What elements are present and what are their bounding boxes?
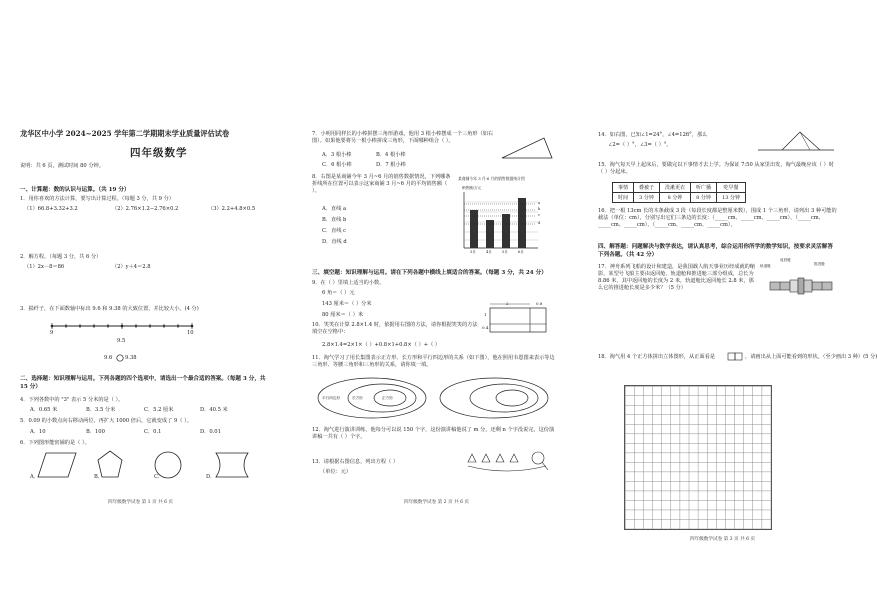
compare-circle-icon xyxy=(116,354,124,362)
q1-text: 1．用你喜欢的方法计算，要写出计算过程。（每题 3 分，共 9 分） xyxy=(20,196,174,202)
section2-heading: 二、选择题：知识理解与运用。下列各题的四个选项中，请选出一个最合适的答案。（每题 3 分，共 15 分） xyxy=(20,376,266,390)
q1-item-3: （3）2.2+4.8×0.5 xyxy=(208,206,256,212)
q13-figure xyxy=(466,450,556,476)
page2-footer: 四年级数学试卷 第 2 页 共 6 页 xyxy=(404,500,470,505)
page1-footer: 四年级数学试卷 第 1 页 共 6 页 xyxy=(108,500,174,505)
drawing-grid[interactable] xyxy=(624,385,772,530)
compare-right: 9.38 xyxy=(125,355,137,361)
q5-option-c: C．0.1 xyxy=(144,429,162,435)
q6-option-d: D． xyxy=(206,474,216,480)
q1-item-2: （2）2.76×1.2−2.76×0.2 xyxy=(112,206,179,212)
q5-option-b: B．100 xyxy=(86,429,105,435)
q9-item-1: 6 角＝（ ）元 xyxy=(322,290,355,296)
line-label-c: c xyxy=(538,213,541,217)
bar-may xyxy=(502,214,510,248)
axis-right-label: 10 xyxy=(187,330,194,336)
q4-option-d: D．40.5 米 xyxy=(200,407,228,413)
q13-unit: （单位：元） xyxy=(320,469,352,475)
q3-text: 3．损纤子，在下面数轴中标出 9.6 和 9.38 的大致位置，并比较大小。(4 分) xyxy=(20,306,199,312)
q11-text: 11．淘气学习了用长集图表示正方形、长方形和平行四边形的关系（如下图），他在照用韦恩图来表示等边三角形、等腰三角形和三角形的关系，请你填一填。 xyxy=(312,355,555,368)
q2-item-1: （1）2x－8＝86 xyxy=(24,264,65,270)
line-label-b: b xyxy=(538,207,541,211)
q7-option-b: B．4 根小棒 xyxy=(376,152,406,158)
q7-option-a: A．3 根小棒 xyxy=(322,152,352,158)
page3-footer: 四年级数学试卷 第 3 页 共 6 页 xyxy=(690,537,756,542)
q2-text: 2．解方程。（每题 3 分，共 6 分） xyxy=(20,254,102,260)
compare-left: 9.6 xyxy=(104,355,113,361)
fig-left2-label: 0.4 xyxy=(482,325,489,330)
q5-option-a: A．10 xyxy=(30,429,46,435)
cat-june: 6月 xyxy=(518,250,524,254)
q4-option-a: A．0.65 米 xyxy=(30,407,58,413)
img-label-return: 返回舱 xyxy=(780,258,791,262)
bar-june xyxy=(518,198,526,248)
section4-heading: 四、解答题：问题解决与数学表达，请认真思考，综合运用你所学的数学知识，按要求灵活解答下列各题。（共 42 分） xyxy=(598,244,833,258)
q4-option-b: B．3.5 分米 xyxy=(86,407,116,413)
axis-mid-label: 9.5 xyxy=(117,338,126,344)
table-cell: 听广播 xyxy=(691,183,717,193)
q17-text: 17．神舟系列飞船的设计和建造，是我国载人航天事业历经成就的缩影，某型号飞船主要由返回舱、轨道舱和推进舱三部分组成，总长为 8.86 米，其中返回舱的长度为 2 米，轨道舱比返回舱长 2.8 米，那么它的推进舱长度是多少米？（5 分） xyxy=(598,264,756,291)
line-label-a: a xyxy=(538,201,541,205)
q8-option-a: A．直线 a xyxy=(322,206,347,212)
table-cell: 3 分钟 xyxy=(634,193,660,203)
concave-shape xyxy=(216,453,248,477)
fig-left-label: 1 xyxy=(484,312,487,317)
grade-title: 四年级数学 xyxy=(130,147,188,159)
table-cell: 8 分钟 xyxy=(660,193,691,203)
q13-text: 13．请根据右图信息，列出方程（ ） xyxy=(312,459,399,465)
img-label-orbital: 轨道舱 xyxy=(760,264,771,268)
q6-option-b: B． xyxy=(94,474,103,480)
q1-item-1: （1）66.8+3.32+3.2 xyxy=(24,206,78,212)
spacecraft-image xyxy=(766,262,836,312)
img-label-propulsion: 推进舱 xyxy=(814,262,825,266)
q6-text: 6．下列图形能密铺的是（ ）。 xyxy=(20,440,90,446)
q10-text: 10．笑笑在计算 2.8×1.4 时，依据用右图的方法，请你根据笑笑的方法填空在空格中： xyxy=(312,322,478,335)
q7-text: 7．小明用同样长的小棒拼摆三角形游戏，他用 3 根小棒摆成一个三角形（如右图）。如果他要将另一根小棒拼成三角形，下面哪种组合（ ）。 xyxy=(312,131,494,144)
q7-option-d: D．7 根小棒 xyxy=(376,162,406,168)
q6-option-a: A． xyxy=(30,474,39,480)
line-label-d: d xyxy=(538,221,541,225)
venn-inner-label: 正方形 xyxy=(382,396,393,400)
parallelogram-shape xyxy=(38,453,76,477)
q9-text: 9．在（ ）里填上适当的小数。 xyxy=(312,280,385,286)
q5-text: 5．0.09 的小数点向右移动两位，再扩大 1000 倍后，它就变成了 9（ ）。 xyxy=(20,418,192,424)
q18-line2: ，请画出从上面可能看到的形状。（至少画出 3 种）(5 分) xyxy=(745,354,877,360)
q15-text: 15．淘气每天早上起床后，要做完以下事情才去上学。为保证 7:50 从家里出发，淘气最晚应该（ ）时（ ）分起床。 xyxy=(598,162,834,175)
table-cell: 洗漱更衣 xyxy=(660,183,691,193)
q5-option-d: D．0.01 xyxy=(200,429,221,435)
axis-left-label: 9 xyxy=(50,330,54,336)
fig-top-label: 2 xyxy=(506,301,509,306)
q2-item-2: （2）y＋4＝2.8 xyxy=(112,264,151,270)
venn-outer-label: 平行四边形 xyxy=(322,396,340,400)
triangle-figure xyxy=(500,136,560,161)
bar-march xyxy=(470,210,478,248)
exam-title: 龙华区中小学 2024~2025 学年第二学期期末学业质量评估试卷 xyxy=(20,129,230,138)
q9-item-2: 143 厘米＝（ ）分米 xyxy=(322,301,372,307)
q4-option-c: C．5.2 厘米 xyxy=(144,407,174,413)
table-cell: 叠被子 xyxy=(634,183,660,193)
section3-heading: 三、填空题：知识理解与运用。请在下列各题中横线上填适合的答案。（每题 3 分，共 24 分） xyxy=(312,270,547,276)
q10-rectangle-figure xyxy=(482,300,552,340)
q10-formula: 2.8×1.4=2×1×（ ）+0.8×1+0.8×（ ）+（ ） xyxy=(322,342,441,348)
venn-mid-label: 长方形 xyxy=(352,396,363,400)
q18-text: 18．淘气用 4 个正方体拼出立体图形，从正面看是 xyxy=(598,354,715,360)
angle-figure xyxy=(756,130,836,154)
fig-top2-label: 0.8 xyxy=(536,301,543,306)
table-cell: 时间 xyxy=(613,193,634,203)
cat-may: 5月 xyxy=(502,250,508,254)
instructions: 说明：共 6 页，测试时间 80 分钟。 xyxy=(20,163,104,169)
table-cell: 事情 xyxy=(613,183,634,193)
q14-text: 14．如右图，已知∠1=24°，∠4=126°，那么 xyxy=(598,132,708,138)
q8-option-c: C．直线 c xyxy=(322,228,347,234)
chart-title: 某商铺今年 3 月-6 月的销售数据统计图 xyxy=(458,176,525,181)
q6-shapes xyxy=(28,449,278,489)
q12-text: 12．淘气进行演讲训练，他每分可以说 150 个字，这份演讲稿他说了 m 分，还剩 n 个字没说完，这份演讲稿一共有（ ）个字。 xyxy=(312,427,555,440)
routine-table xyxy=(612,182,746,203)
q9-item-3: 80 厘米＝（ ）米 xyxy=(322,312,364,318)
routine-time-row xyxy=(613,193,746,203)
q16-text: 16．把一根 13cm 长的木条截成 3 段（每段长度都是整厘米数），围成 1 个三角形，请列出 3 种可能的截法（单位：cm），分别写出它们三条边的长度：（_____cm、_____cm、_____cm）、（_____cm、_____cm、_____cm）、（_____cm、_____cm、_____cm）。 xyxy=(598,208,837,228)
q4-text: 4．下列各数中的 "3" 表示 5 分米的是（ ）。 xyxy=(20,397,124,403)
q8-option-d: D．直线 d xyxy=(322,239,347,245)
front-view-icon xyxy=(727,352,745,362)
cat-april: 4月 xyxy=(486,250,492,254)
q7-option-c: C．6 根小棒 xyxy=(322,162,352,168)
q8-text: 8．右图是某商铺今年 3 月~6 月的销售数据情况，下列哪条折线所在位置可以表示这家商铺 3 月~6 月的平均销售额（ ）。 xyxy=(312,174,451,194)
cat-march: 3月 xyxy=(470,250,476,254)
q8-option-b: B．直线 b xyxy=(322,217,347,223)
q6-option-c: C． xyxy=(154,474,164,480)
table-cell: 8 分钟 xyxy=(691,193,717,203)
chart-ylabel: 销售额/万元 xyxy=(462,186,482,190)
routine-header-row xyxy=(613,183,746,193)
q14-line2: ∠2=（ ）°，∠3=（ ）°。 xyxy=(608,142,672,148)
table-cell: 13 分钟 xyxy=(717,193,746,203)
table-cell: 吃早餐 xyxy=(717,183,746,193)
section1-heading: 一、计算题：数的认识与运算。（共 19 分） xyxy=(20,187,130,193)
